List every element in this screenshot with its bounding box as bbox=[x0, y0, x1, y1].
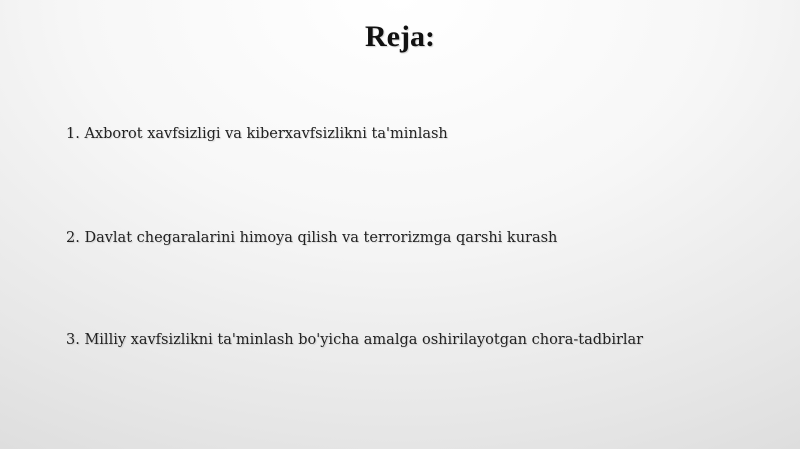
plan-item-1: 1. Axborot xavfsizligi va kiberxavfsizlikni ta'minlash bbox=[66, 126, 448, 142]
plan-item-2: 2. Davlat chegaralarini himoya qilish va terrorizmga qarshi kurash bbox=[66, 230, 558, 246]
plan-item-3: 3. Milliy xavfsizlikni ta'minlash bo'yicha amalga oshirilayotgan chora-tadbirlar bbox=[66, 332, 644, 348]
slide-title: Reja: bbox=[365, 20, 435, 53]
